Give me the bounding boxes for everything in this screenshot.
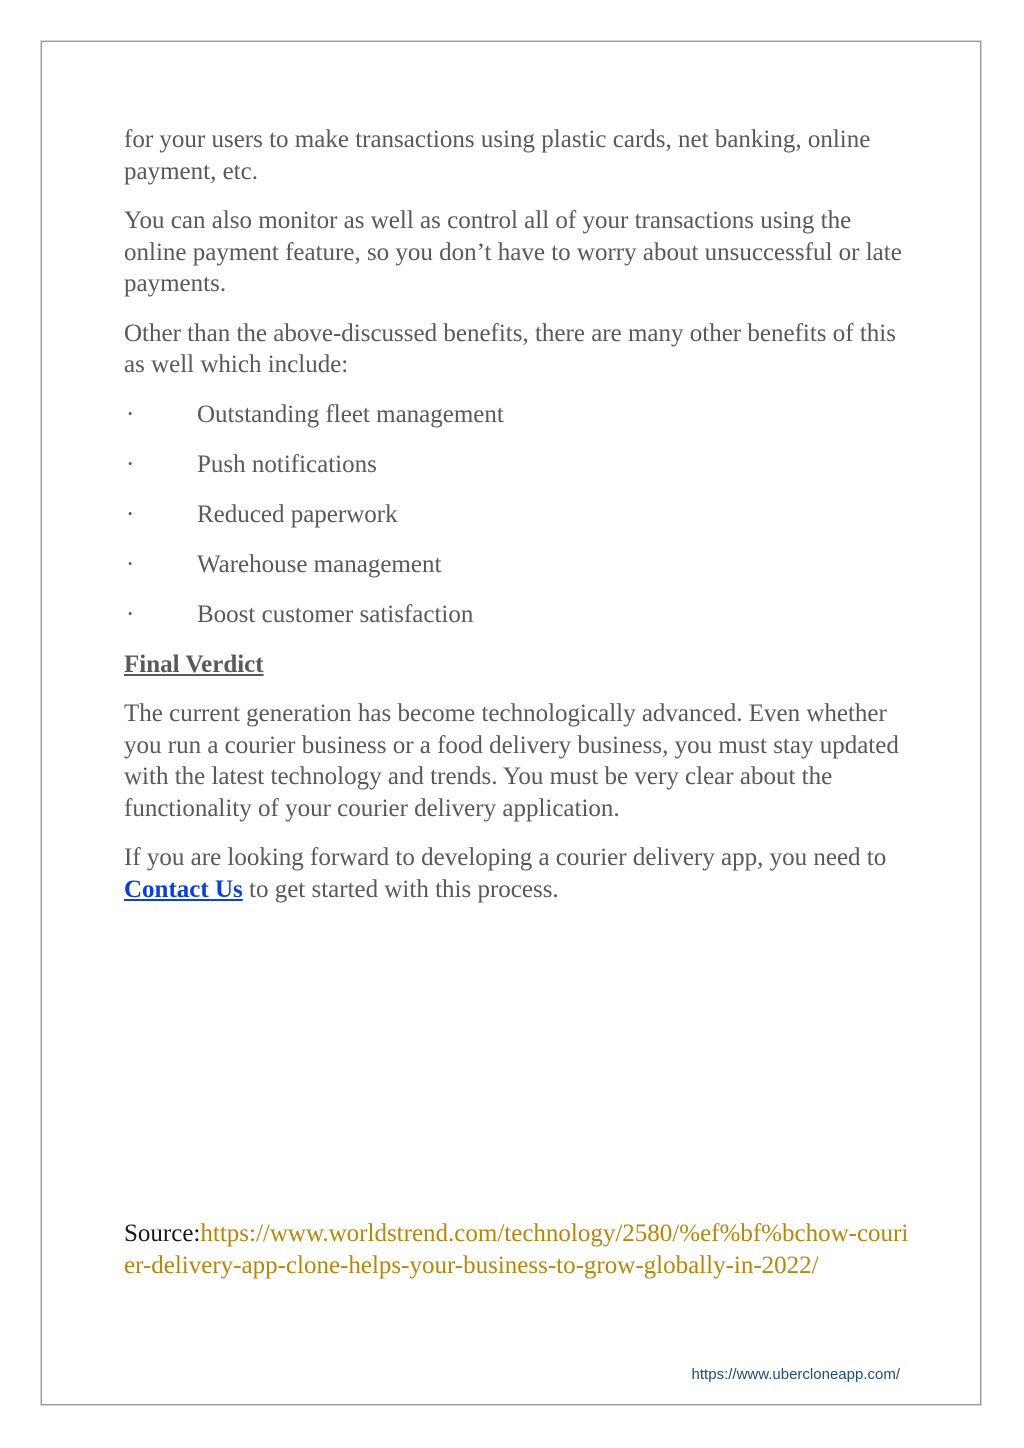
contact-text-after: to get started with this process. (242, 875, 559, 903)
section-heading-final-verdict: Final Verdict (124, 650, 264, 678)
paragraph-transaction-monitoring: You can also monitor as well as control all of your transactions using the online payment feature, so you don’t have to worry about unsuccessful or late payments. (124, 207, 902, 297)
list-item-text: Outstanding fleet management (197, 400, 504, 428)
paragraph-verdict: The current generation has become technologically advanced. Even whether you run a courier business or a food delivery business, you must stay updated with the latest technology and trends. You must be very clear about the functionality of your courier delivery application. (124, 700, 899, 822)
source-label: Source: (124, 1220, 201, 1247)
list-item (124, 399, 914, 431)
list-item (124, 549, 914, 581)
bullet-icon: · (126, 600, 135, 628)
list-item (124, 499, 914, 531)
list-item-text: Push notifications (197, 450, 377, 478)
list-item (124, 599, 914, 631)
contact-us-link[interactable]: Contact Us (124, 875, 243, 903)
paragraph-payment-methods: for your users to make transactions using plastic cards, net banking, online payment, etc. (124, 126, 871, 185)
paragraph-other-benefits: Other than the above-discussed benefits, there are many other benefits of this as well which include: (124, 319, 896, 378)
footer-url-link[interactable]: https://www.ubercloneapp.com/ (691, 1366, 900, 1383)
bullet-icon: · (126, 400, 135, 428)
list-item (124, 449, 914, 481)
list-item-text: Warehouse management (197, 550, 442, 578)
source-url-link[interactable]: https://www.worldstrend.com/technology/2580/%ef%bf%bchow-courier-delivery-app-clone-helps-your-business-to-grow-globally-in-2022/ (124, 1220, 909, 1279)
bullet-icon: · (126, 550, 135, 578)
document-body (124, 124, 914, 923)
bullet-icon: · (126, 500, 135, 528)
source-citation (124, 1218, 914, 1281)
list-item-text: Reduced paperwork (197, 500, 398, 528)
bullet-icon: · (126, 450, 135, 478)
list-item-text: Boost customer satisfaction (197, 600, 474, 628)
contact-text-before: If you are looking forward to developing a courier delivery app, you need to (124, 844, 887, 871)
paragraph-contact (124, 842, 914, 905)
